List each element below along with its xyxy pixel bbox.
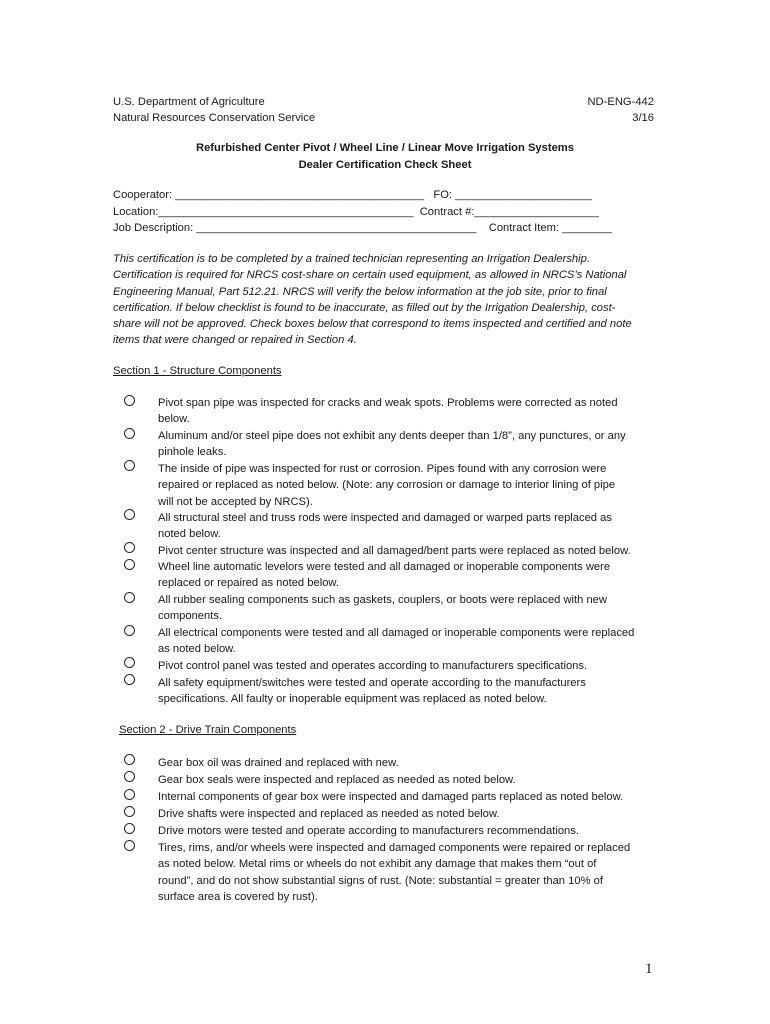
checklist-item-text bbox=[158, 510, 658, 543]
checklist-item-line: components. bbox=[158, 610, 223, 623]
checklist-item-line: below. bbox=[158, 413, 190, 426]
header-agency-block bbox=[113, 94, 315, 126]
checklist-item-line: will not be accepted by NRCS). bbox=[158, 495, 313, 508]
checkbox-circle[interactable] bbox=[124, 823, 135, 834]
checklist-item-text bbox=[158, 772, 658, 788]
checklist-item-line: All structural steel and truss rods were inspected and damaged or warped parts replaced as bbox=[158, 512, 612, 524]
checkbox-circle[interactable] bbox=[124, 625, 135, 636]
checklist-item-text bbox=[158, 559, 658, 592]
checkbox-circle[interactable] bbox=[124, 754, 135, 765]
checklist-item-text bbox=[158, 755, 658, 771]
checklist-item-line: Aluminum and/or steel pipe does not exhibit any dents deeper than 1/8”, any punctures, or any bbox=[158, 430, 626, 442]
checklist-item-text bbox=[158, 625, 658, 658]
service-name: Natural Resources Conservation Service bbox=[113, 112, 316, 124]
header-form-block bbox=[587, 94, 654, 126]
checklist-item-line: replaced or repaired as noted below. bbox=[158, 577, 339, 590]
checklist-item-line: Pivot control panel was tested and operates according to manufacturers specifications. bbox=[158, 660, 588, 672]
checkbox-circle[interactable] bbox=[124, 559, 135, 570]
checklist-item-line: Pivot span pipe was inspected for cracks and weak spots. Problems were corrected as noted bbox=[158, 397, 618, 409]
checkbox-circle[interactable] bbox=[124, 771, 135, 782]
checklist-item-line: as noted below. Metal rims or wheels do not exhibit any damage that makes them “out of bbox=[158, 858, 597, 871]
section2-heading: Section 2 - Drive Train Components bbox=[119, 724, 297, 736]
checkbox-circle[interactable] bbox=[124, 657, 135, 668]
form-number: ND-ENG-442 bbox=[587, 96, 654, 108]
checkbox-circle[interactable] bbox=[124, 806, 135, 817]
intro-line: certification. If below checklist is found to be inaccurate, as filled out by the Irrigation Dealership, cost- bbox=[113, 301, 616, 314]
checklist-item-line: surface area is covered by rust). bbox=[158, 890, 318, 903]
page-number: 1 bbox=[645, 961, 653, 977]
cooperator-fields bbox=[113, 187, 612, 237]
checklist-item-line: repaired or replaced as noted below. (Note: any corrosion or damage to interior lining of pipe bbox=[158, 479, 616, 492]
checklist-item-line: All electrical components were tested and all damaged or inoperable components were replaced bbox=[158, 627, 635, 639]
checkbox-circle[interactable] bbox=[124, 509, 135, 520]
form-date: 3/16 bbox=[632, 112, 654, 124]
checklist-item-line: as noted below. bbox=[158, 643, 236, 656]
checklist-item-text bbox=[158, 592, 658, 625]
checkbox-circle[interactable] bbox=[124, 395, 135, 406]
location-contract-field-row[interactable]: Location:_________________________________________ Contract #:____________________ bbox=[113, 205, 599, 218]
checklist-item-text bbox=[158, 543, 658, 559]
cooperator-fo-field-row[interactable]: Cooperator: ________________________________________ FO: ______________________ bbox=[113, 189, 593, 201]
document-title: Refurbished Center Pivot / Wheel Line / Linear Move Irrigation Systems bbox=[196, 142, 574, 154]
checklist-item-text bbox=[158, 428, 658, 461]
agency-name: U.S. Department of Agriculture bbox=[113, 96, 265, 108]
checklist-item-line: Pivot center structure was inspected and all damaged/bent parts were replaced as noted below. bbox=[158, 545, 631, 557]
checklist-item-text bbox=[158, 806, 658, 822]
checklist-item-line: Gear box oil was drained and replaced with new. bbox=[158, 757, 399, 769]
checklist-item-line: pinhole leaks. bbox=[158, 446, 227, 459]
checklist-item-line: Drive motors were tested and operate according to manufacturers recommendations. bbox=[158, 825, 579, 837]
checklist-item-line: Internal components of gear box were inspected and damaged parts replaced as noted below. bbox=[158, 791, 624, 803]
checklist-item-line: noted below. bbox=[158, 528, 221, 541]
checkbox-circle[interactable] bbox=[124, 542, 135, 553]
checkbox-circle[interactable] bbox=[124, 840, 135, 851]
checkbox-circle[interactable] bbox=[124, 460, 135, 471]
checklist-item-line: The inside of pipe was inspected for rust or corrosion. Pipes found with any corrosion were bbox=[158, 463, 607, 475]
checklist-item-text bbox=[158, 658, 658, 674]
checklist-item-text bbox=[158, 823, 658, 839]
checklist-item-line: round”, and do not show substantial signs of rust. (Note: substantial = greater than 10% of bbox=[158, 874, 603, 887]
checklist-item-line: All safety equipment/switches were tested and operate according to the manufacturers bbox=[158, 677, 586, 689]
document-subtitle: Dealer Certification Check Sheet bbox=[298, 159, 472, 171]
checkbox-circle[interactable] bbox=[124, 674, 135, 685]
section1-heading: Section 1 - Structure Components bbox=[113, 365, 282, 377]
intro-line: Certification is required for NRCS cost-share on certain used equipment, as allowed in NRCS’s National bbox=[113, 269, 627, 282]
checklist-item-line: All rubber sealing components such as gaskets, couplers, or boots were replaced with new bbox=[158, 594, 607, 606]
job-description-field-row[interactable]: Job Description: _____________________________________________ Contract Item: ________ bbox=[113, 222, 612, 234]
intro-line: items that were changed or repaired in Section 4. bbox=[113, 334, 357, 347]
checklist-item-text bbox=[158, 675, 658, 708]
checklist-item-line: specifications. All faulty or inoperable equipment was replaced as noted below. bbox=[158, 693, 547, 706]
intro-line: share will not be approved. Check boxes below that correspond to items inspected and certified and note bbox=[113, 318, 632, 331]
checklist-item-line: Drive shafts were inspected and replaced as needed as noted below. bbox=[158, 808, 500, 820]
intro-line: This certification is to be completed by a trained technician representing an Irrigation Dealership. bbox=[113, 253, 590, 265]
checkbox-circle[interactable] bbox=[124, 592, 135, 603]
checklist-item-line: Wheel line automatic levelors were tested and all damaged or inoperable components were bbox=[158, 561, 611, 573]
intro-line: Engineering Manual, Part 512.21. NRCS will verify the below information at the job site, prior to final bbox=[113, 285, 607, 298]
checklist-item-text bbox=[158, 789, 658, 805]
checklist-item-line: Tires, rims, and/or wheels were inspected and damaged components were repaired or replaced bbox=[158, 842, 631, 854]
checkbox-circle[interactable] bbox=[124, 428, 135, 439]
certification-intro bbox=[113, 251, 653, 349]
checklist-item-text bbox=[158, 461, 658, 510]
checklist-item-text bbox=[158, 840, 658, 905]
checkbox-circle[interactable] bbox=[124, 789, 135, 800]
checklist-item-text bbox=[158, 395, 658, 428]
checklist-item-line: Gear box seals were inspected and replaced as needed as noted below. bbox=[158, 774, 516, 786]
